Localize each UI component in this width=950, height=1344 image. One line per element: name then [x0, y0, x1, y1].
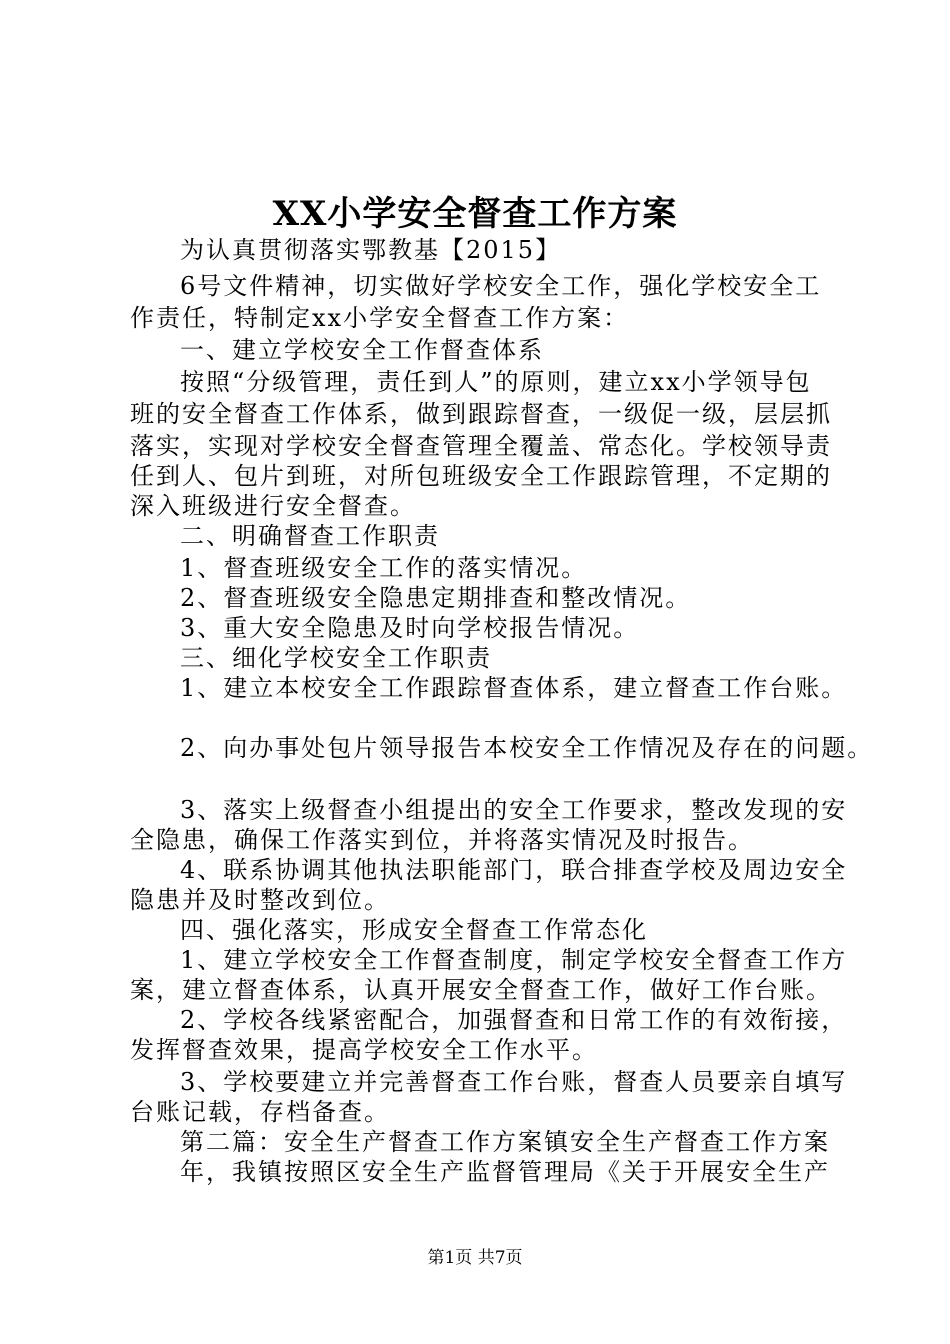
body-line: 全隐患，确保工作落实到位，并将落实情况及时报告。: [130, 826, 754, 854]
list-item: 3、落实上级督查小组提出的安全工作要求，整改发现的安: [180, 796, 848, 824]
list-item: 1、建立本校安全工作跟踪督查体系，建立督查工作台账。: [180, 674, 848, 702]
body-line: 隐患并及时整改到位。: [130, 886, 390, 914]
body-line: 落实，实现对学校安全督查管理全覆盖、常态化。学校领导责: [130, 432, 832, 460]
body-line: 任到人、包片到班，对所包班级安全工作跟踪管理，不定期的: [130, 462, 832, 490]
list-item: 3、重大安全隐患及时向学校报告情况。: [180, 614, 640, 642]
section-heading: 第二篇：安全生产督查工作方案镇安全生产督查工作方案: [180, 1128, 830, 1156]
body-line: 年，我镇按照区安全生产监督管理局《关于开展安全生产: [180, 1158, 830, 1186]
body-line: 台账记载，存档备查。: [130, 1098, 390, 1126]
body-line: 发挥督查效果，提高学校安全工作水平。: [130, 1036, 598, 1064]
list-item: 1、督查班级安全工作的落实情况。: [180, 554, 588, 582]
list-item: 1、建立学校安全工作督查制度，制定学校安全督查工作方: [180, 946, 848, 974]
body-line: 作责任，特制定xx小学安全督查工作方案：: [130, 304, 630, 332]
body-line: 班的安全督查工作体系，做到跟踪督查，一级促一级，层层抓: [130, 400, 832, 428]
section-heading: 三、细化学校安全工作职责: [180, 644, 492, 672]
list-item: 2、向办事处包片领导报告本校安全工作情况及存在的问题。: [180, 734, 874, 762]
body-line: 按照“分级管理，责任到人”的原则，建立xx小学领导包: [180, 368, 812, 396]
list-item: 2、督查班级安全隐患定期排查和整改情况。: [180, 584, 692, 612]
body-line: 6号文件精神，切实做好学校安全工作，强化学校安全工: [180, 272, 822, 300]
list-item: 3、学校要建立并完善督查工作台账，督查人员要亲自填写: [180, 1068, 848, 1096]
document-title: XX小学安全督查工作方案: [272, 194, 678, 234]
body-line: 为认真贯彻落实鄂教基【2015】: [180, 236, 562, 264]
section-heading: 一、建立学校安全工作督查体系: [180, 336, 544, 364]
page-footer: 第1页 共7页: [427, 1248, 523, 1268]
section-heading: 四、强化落实，形成安全督查工作常态化: [180, 916, 648, 944]
section-heading: 二、明确督查工作职责: [180, 522, 440, 550]
list-item: 4、联系协调其他执法职能部门，联合排查学校及周边安全: [180, 856, 848, 884]
list-item: 2、学校各线紧密配合，加强督查和日常工作的有效衔接，: [180, 1006, 848, 1034]
body-line: 案，建立督查体系，认真开展安全督查工作，做好工作台账。: [130, 976, 832, 1004]
body-line: 深入班级进行安全督查。: [130, 492, 416, 520]
